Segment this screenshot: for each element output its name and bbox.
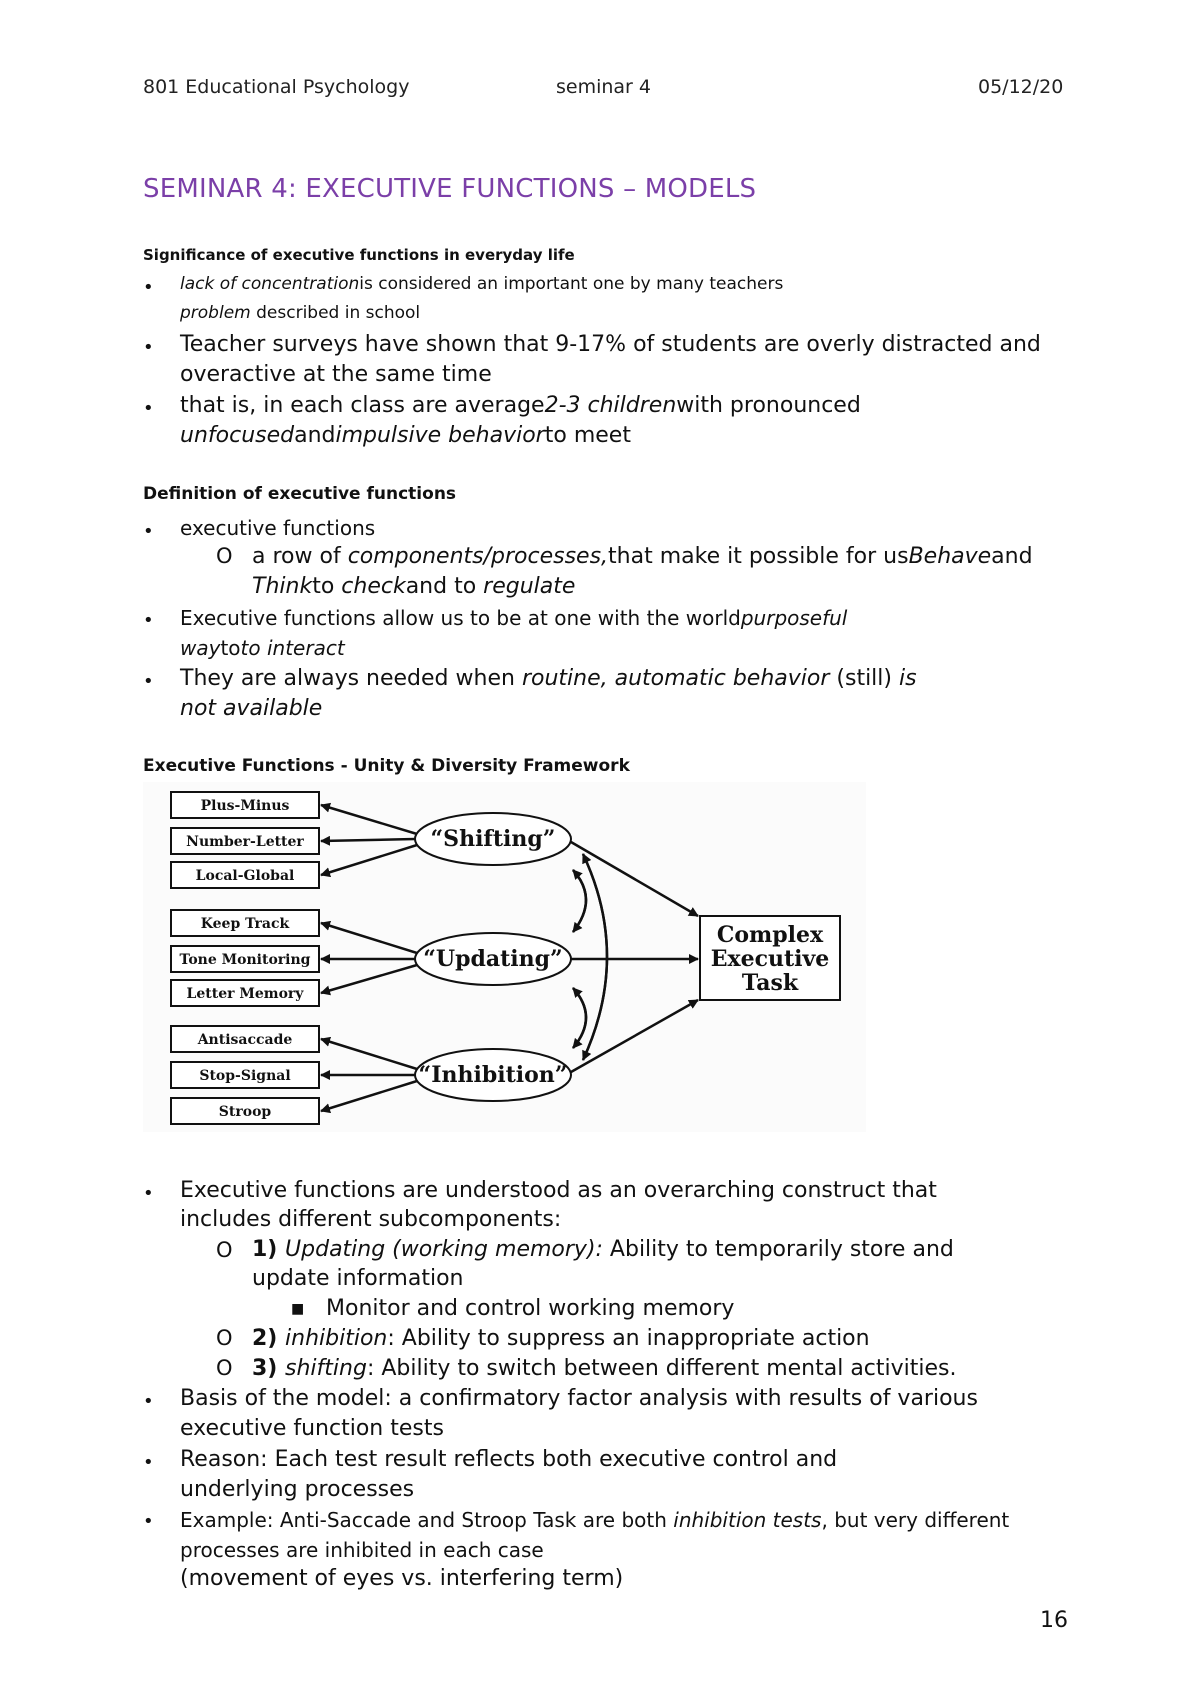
outcome-label: Executive: [710, 946, 830, 972]
page-number: 16: [1040, 1608, 1068, 1633]
task-label: Antisaccade: [197, 1032, 293, 1048]
s2-b3-line1: They are always needed when routine, automatic behavior (still) is: [180, 666, 917, 691]
bullet-icon: •: [143, 1511, 154, 1532]
bullet-icon: •: [143, 1452, 154, 1473]
header-date: 05/12/20: [978, 76, 1064, 98]
s4-b3-line1: Reason: Each test result reflects both executive control and: [180, 1447, 838, 1472]
section2-heading: Definition of executive functions: [143, 484, 457, 504]
s4-b2-line2: executive function tests: [180, 1416, 444, 1441]
circle-bullet-icon: O: [216, 1326, 233, 1350]
task-label: Stroop: [218, 1104, 272, 1120]
bullet-icon: •: [143, 337, 154, 358]
section3-heading: Executive Functions - Unity & Diversity Framework: [143, 756, 630, 776]
s4-sq1: Monitor and control working memory: [326, 1296, 735, 1321]
s2-b1: executive functions: [180, 516, 376, 540]
s2-sub1-line2: Thinkto checkand to regulate: [252, 574, 576, 599]
s4-b4-line1: Example: Anti-Saccade and Stroop Task are both inhibition tests, but very different: [180, 1508, 1010, 1532]
bullet-icon: •: [143, 671, 154, 692]
s1-b3-line2: unfocusedandimpulsive behaviorto meet: [180, 423, 631, 448]
s4-o1-line2: update information: [252, 1266, 464, 1291]
factor-label: “Updating”: [423, 946, 563, 972]
factor-label: “Inhibition”: [418, 1062, 568, 1088]
circle-bullet-icon: O: [216, 1356, 233, 1380]
task-label: Stop-Signal: [199, 1068, 291, 1084]
s2-b2-line1: Executive functions allow us to be at one with the worldpurposeful: [180, 606, 848, 630]
circle-bullet-icon: O: [216, 544, 233, 568]
s2-sub1-line1: a row of components/processes,that make it possible for usBehaveand: [252, 544, 1033, 569]
task-label: Letter Memory: [186, 986, 304, 1002]
square-bullet-icon: ■: [291, 1301, 305, 1317]
s1-b2-line2: overactive at the same time: [180, 362, 492, 387]
s1-b3-line1: that is, in each class are average2-3 childrenwith pronounced: [180, 393, 861, 418]
header-seminar: seminar 4: [556, 76, 651, 98]
task-label: Plus-Minus: [200, 798, 290, 814]
bullet-icon: •: [143, 1391, 154, 1412]
circle-bullet-icon: O: [216, 1238, 233, 1262]
s1-b1-line2: problem described in school: [180, 303, 421, 323]
s1-b1-line1: lack of concentrationis considered an important one by many teachers: [180, 274, 784, 294]
task-label: Keep Track: [200, 916, 290, 932]
s2-b2-line2: waytoto interact: [180, 636, 345, 660]
factor-label: “Shifting”: [430, 826, 556, 852]
outcome-label: Task: [741, 970, 799, 996]
outcome-label: Complex: [716, 922, 824, 948]
bullet-icon: •: [143, 610, 154, 631]
section1-heading: Significance of executive functions in everyday life: [143, 246, 575, 264]
s4-b3-line2: underlying processes: [180, 1477, 415, 1502]
unity-diversity-diagram: [143, 782, 866, 1132]
bullet-icon: •: [143, 521, 154, 542]
s4-b2-line1: Basis of the model: a confirmatory factor analysis with results of various: [180, 1386, 978, 1411]
s4-o3: 3) shifting: Ability to switch between different mental activities.: [252, 1356, 957, 1381]
task-label: Local-Global: [195, 868, 295, 884]
bullet-icon: •: [143, 277, 154, 298]
task-label: Number-Letter: [186, 834, 304, 850]
header-course: 801 Educational Psychology: [143, 76, 410, 98]
s4-b1-line2: includes different subcomponents:: [180, 1207, 562, 1232]
page-title: SEMINAR 4: EXECUTIVE FUNCTIONS – MODELS: [143, 174, 757, 204]
bullet-icon: •: [143, 1183, 154, 1204]
s4-o2: 2) inhibition: Ability to suppress an inappropriate action: [252, 1326, 870, 1351]
s4-o1-line1: 1) Updating (working memory): Ability to temporarily store and: [252, 1237, 954, 1262]
task-label: Tone Monitoring: [179, 952, 311, 968]
s4-b4-line2: processes are inhibited in each case: [180, 1538, 544, 1562]
s1-b2-line1: Teacher surveys have shown that 9-17% of students are overly distracted and: [180, 332, 1041, 357]
s4-b1-line1: Executive functions are understood as an overarching construct that: [180, 1178, 937, 1203]
bullet-icon: •: [143, 398, 154, 419]
s4-b4-line3: (movement of eyes vs. interfering term): [180, 1566, 624, 1591]
s2-b3-line2: not available: [180, 696, 323, 721]
